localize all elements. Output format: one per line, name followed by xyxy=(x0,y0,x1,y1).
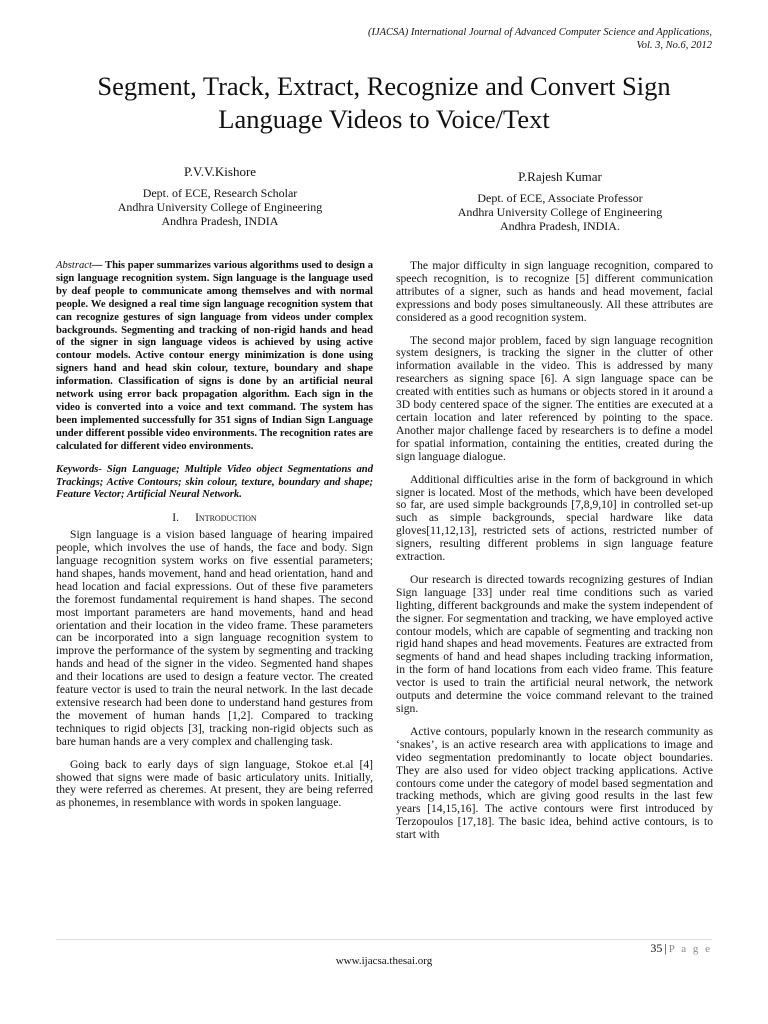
author-affiliation: Andhra Pradesh, INDIA. xyxy=(500,219,620,233)
body-paragraph: Active contours, popularly known in the research community as ‘snakes’, is an active research area with applications to image and video segmentation predominantly to locate object boundaries. They are also used for video object tracking applications. Active contours come under the category of model based segmentation and tracking methods, which are giving good results in the last few years [14,15,16]. The active contours were first introduced by Terzopoulos [17,18]. The basic idea, behind active contours, is to start with xyxy=(396,724,713,842)
abstract-text: This paper summarizes various algorithms used to design a sign language recognition system. Sign language is the language used by deaf people to communicate among themselves and with normal people. We designed a real time sign language recognition system that can recognize gestures of sign language from videos under complex backgrounds. Segmenting and tracking of non-rigid hands and head of the signer in sign language videos is achieved by using active contour models. Active contour energy minimization is done using signers hand and head skin colour, texture, boundary and shape information. Classification of signs is done by an artificial neural network using error back propagation algorithm. Each sign in the video is converted into a voice and text command. The system has been implemented successfully for 351 signs of Indian Sign Language under different possible video environments. The recognition rates are calculated for different video environments. xyxy=(56,260,373,452)
author-name: P.V.V.Kishore xyxy=(183,164,257,179)
body-paragraph: The second major problem, faced by sign language recognition system designers, is tracking the signer in the clutter of other information available in the video. This is addressed by many researchers as signing space [6]. A sign language space can be created with entities such as humans or objects stored in it around a 3D body centered space of the signer. The entities are executed at a certain location and later referenced by pointing to the space. Another major challenge faced by researchers is to define a model for spatial information, containing the entities, created during the sign language dialogue. xyxy=(396,333,713,463)
page-number xyxy=(650,941,712,956)
body-paragraph: Our research is directed towards recognizing gestures of Indian Sign language [33] under real time conditions such as varied lighting, different backgrounds and make the system independent of the signer. For segmentation and tracking, we have employed active contour models, which are capable of segmenting and tracking non rigid hand shapes and head movements. Features are extracted from segments of hand and head shapes including tracking information, in the form of hand locations from each video frame. This feature vector is used to train the artificial neural network, the network outputs and determine the voice command relevant to the trained sign. xyxy=(396,572,713,715)
author-affiliation: Andhra University College of Engineering xyxy=(117,200,323,214)
author-block-2 xyxy=(420,170,700,233)
paper-title xyxy=(40,70,728,136)
keywords xyxy=(56,464,373,503)
keywords-label: Keywords- xyxy=(56,463,102,475)
section-title: Introduction xyxy=(195,511,257,525)
journal-name: (IJACSA) International Journal of Advanced Computer Science and Applications, xyxy=(367,27,712,38)
author-affiliation: Andhra University College of Engineering xyxy=(457,205,663,219)
body-paragraph: Sign language is a vision based language of hearing impaired people, which involves the use of hands, the face and body. Sign language recognition system works on five essential parameters; hand shapes, hands movement, hand and head orientation, hand and head location and facial expressions. Out of these five parameters the foremost fundamental requirement is hand shapes. The second most important parameters are hand movements, hand and head orientation and their location in the video frame. These parameters can be incorporated into a sign language recognition system to improve the performance of the system by segmenting and tracking hands and head of the signer in the video. Segmented hand shapes and their locations are used to design a feature vector. The created feature vector is used to train the neural network. In the last decade extensive research had been done to understand hand gestures from the movement of human hands [1,2]. Compared to tracking techniques to rigid objects [3], tracking non-rigid objects such as bare human hands are a very complex and challenging task. xyxy=(56,528,373,748)
right-column xyxy=(396,260,713,852)
section-heading-introduction xyxy=(56,512,373,525)
author-affiliation: Dept. of ECE, Associate Professor xyxy=(477,191,643,205)
abstract-label: Abstract xyxy=(56,260,92,271)
page-word: P a g e xyxy=(668,943,712,955)
body-paragraph: The major difficulty in sign language recognition, compared to speech recognition, is to recognize [5] different communication attributes of a signer, such as hands and head movement, facial expressions and body poses simultaneously. All these attributes are considered as a good recognition system. xyxy=(396,259,713,324)
footer-divider xyxy=(56,939,712,940)
body-paragraph: Additional difficulties arise in the form of background in which signer is located. Most of the methods, which have been developed so far, are used simple backgrounds [7,8,9,10] in controlled set-up such as simple backgrounds, special hardware like data gloves[11,12,13], restricted sets of actions, restricted number of signers, resulting different problems in sign language feature extraction. xyxy=(396,472,713,564)
author-affiliation: Dept. of ECE, Research Scholar xyxy=(142,186,298,200)
left-column xyxy=(56,260,373,820)
author-block-1 xyxy=(80,165,360,228)
section-number: I. xyxy=(172,511,180,525)
author-affiliation: Andhra Pradesh, INDIA xyxy=(161,214,279,228)
abstract xyxy=(56,260,373,454)
journal-url[interactable]: www.ijacsa.thesai.org xyxy=(335,955,433,967)
abstract-dash: — xyxy=(91,260,106,271)
journal-header xyxy=(212,26,712,52)
journal-volume: Vol. 3, No.6, 2012 xyxy=(636,40,712,51)
body-paragraph: Going back to early days of sign language, Stokoe et.al [4] showed that signs were made of basic articulatory units. Initially, they were referred as cheremes. At present, they are being referred as phonemes, in resemblance with words in spoken language. xyxy=(56,757,373,810)
author-name: P.Rajesh Kumar xyxy=(518,169,602,184)
page-number-value: 35 xyxy=(650,941,663,955)
page-number-separator: | xyxy=(664,941,667,955)
keywords-text: Sign Language; Multiple Video object Segmentations and Trackings; Active Contours; skin colour, texture, boundary and shape; Feature Vector; Artificial Neural Network. xyxy=(56,463,373,501)
title-line-1: Segment, Track, Extract, Recognize and Convert Sign xyxy=(97,71,671,101)
title-line-2: Language Videos to Voice/Text xyxy=(218,104,550,134)
